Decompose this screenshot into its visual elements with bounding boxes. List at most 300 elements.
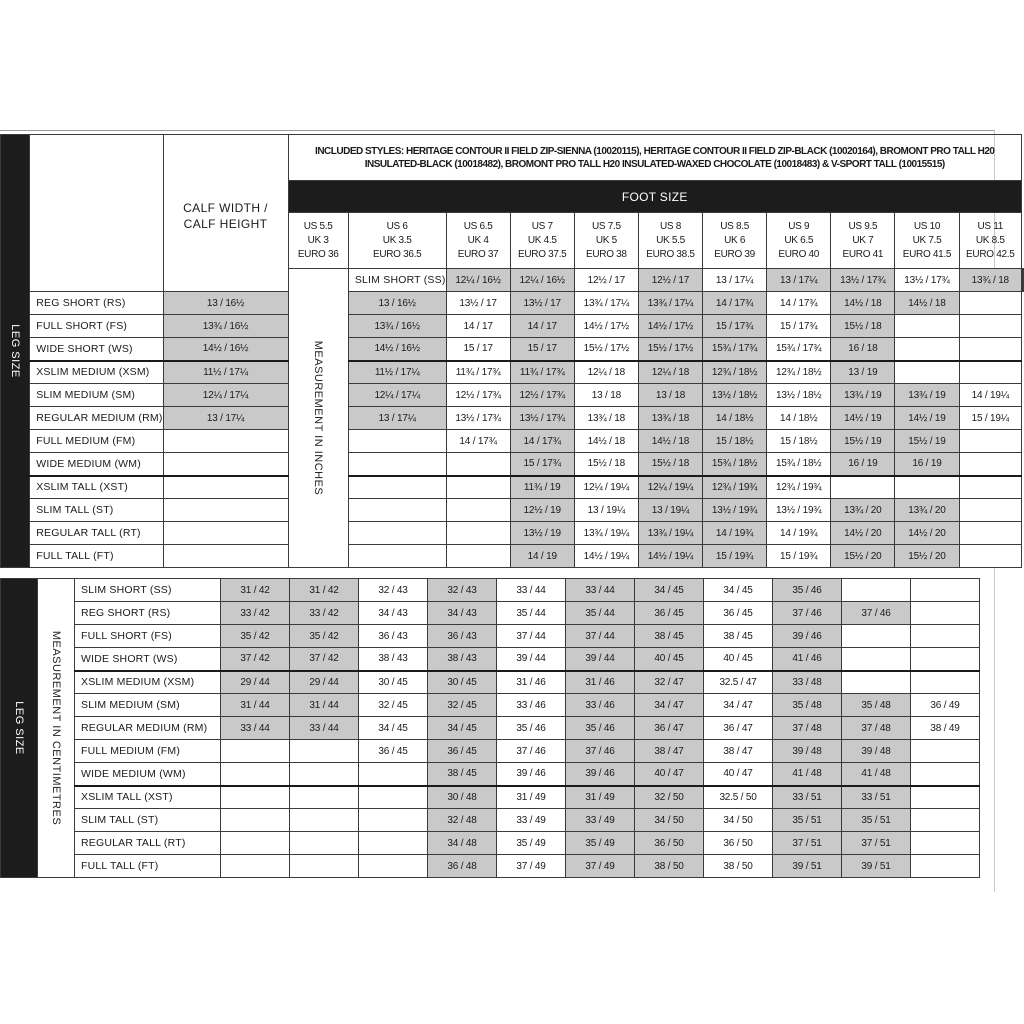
measurement-cell: 39 / 51 [773,855,842,878]
table-row [1,717,980,740]
measurement-cell [290,786,359,809]
measurement-cell: 14½ / 17½ [574,315,638,338]
measurement-cell [842,671,911,694]
measurement-cell: 36 / 43 [428,625,497,648]
foot-size-uk: UK 7.5 [912,234,942,246]
measurement-cell [911,809,980,832]
measurement-cell: 14 / 18½ [703,407,767,430]
measurement-cell: 14½ / 20 [895,522,959,545]
measurement-cell [911,855,980,878]
measurement-cell: 38 / 45 [635,625,704,648]
measurement-cell [959,338,1021,361]
measurement-cell: 13½ / 18½ [703,384,767,407]
measurement-cell: 11½ / 17¼ [163,361,288,384]
measurement-cell [221,786,290,809]
measurement-cell [911,763,980,786]
measurement-cell [359,763,428,786]
foot-size-column-header [638,213,702,269]
measurement-cell: 13½ / 19¾ [767,499,831,522]
measurement-cell: 12½ / 17¾ [446,384,510,407]
measurement-cell: 31 / 49 [566,786,635,809]
measurement-cell: 12¼ / 16½ [510,269,574,292]
measurement-cell: 13 / 16½ [348,292,446,315]
measurement-cell: 37 / 42 [290,648,359,671]
measurement-cell: 34 / 48 [428,832,497,855]
measurement-cell: 12½ / 17 [638,269,702,292]
row-label: SLIM TALL (ST) [75,809,221,832]
foot-size-uk: UK 4 [467,234,489,246]
page-top-rule [0,130,994,131]
foot-size-column-header [703,213,767,269]
measurement-cell: 36 / 50 [635,832,704,855]
measurement-cell: 13¾ / 18 [959,269,1021,292]
measurement-cell: 15 / 19¼ [959,407,1021,430]
measurement-cell: 12½ / 17¾ [510,384,574,407]
measurement-cell: 36 / 45 [359,740,428,763]
measurement-cell: 14½ / 19 [831,407,895,430]
measurement-cell: 13¾ / 20 [831,499,895,522]
foot-size-us: US 6 [386,220,408,232]
foot-size-us: US 10 [913,220,941,232]
measurement-cell: 14½ / 16½ [348,338,446,361]
measurement-cell: 32 / 45 [359,694,428,717]
measurement-cell [290,832,359,855]
measurement-cell: 38 / 43 [359,648,428,671]
side-blank-cell [30,135,163,292]
measurement-cell: 39 / 46 [566,763,635,786]
measurement-cell [911,648,980,671]
measurement-cell: 13¾ / 19¼ [574,522,638,545]
measurement-cell [959,430,1021,453]
measurement-cell: 15½ / 19 [895,430,959,453]
measurement-cm-label: MEASUREMENT IN CENTIMETRES [50,630,62,826]
foot-size-uk: UK 5 [595,234,617,246]
table-row [1,579,980,602]
leg-size-label: LEG SIZE [13,701,25,755]
foot-size-column-header [288,213,348,269]
measurement-cell [831,476,895,499]
measurement-cell: 12¼ / 19¼ [574,476,638,499]
measurement-cell: 40 / 47 [635,763,704,786]
measurement-cell: 14½ / 18 [895,292,959,315]
measurement-cell [348,453,446,476]
leg-size-label-cell [1,135,30,568]
measurement-cell: 13½ / 17¾ [831,269,895,292]
measurement-cell [895,476,959,499]
measurement-cell: 36 / 47 [635,717,704,740]
row-label: REGULAR TALL (RT) [75,832,221,855]
measurement-cell: 40 / 47 [704,763,773,786]
measurement-cell: 35 / 44 [497,602,566,625]
measurement-cell: 34 / 45 [428,717,497,740]
measurement-cell: 39 / 48 [773,740,842,763]
row-label: FULL MEDIUM (FM) [30,430,163,453]
table-row [1,499,1024,522]
table-row [1,430,1024,453]
measurement-cell: 15½ / 20 [831,545,895,568]
measurement-cell: 14½ / 16½ [163,338,288,361]
measurement-cell: 34 / 47 [704,694,773,717]
measurement-cell: 13 / 19¼ [574,499,638,522]
measurement-cell: 41 / 46 [773,648,842,671]
measurement-cell [959,476,1021,499]
foot-size-euro: EURO 41.5 [902,248,952,260]
measurement-cell [290,740,359,763]
measurement-cell: 37 / 48 [773,717,842,740]
measurement-cell: 14 / 19¾ [703,522,767,545]
measurement-cell: 14 / 18½ [767,407,831,430]
measurement-cell: 15½ / 18 [574,453,638,476]
table-row [1,694,980,717]
measurement-cell: 14 / 19 [510,545,574,568]
measurement-cell: 35 / 42 [221,625,290,648]
measurement-cell: 13¾ / 17¼ [574,292,638,315]
measurement-cell: 35 / 46 [773,579,842,602]
measurement-cell [290,855,359,878]
row-label: WIDE SHORT (WS) [30,338,163,361]
measurement-cell [221,855,290,878]
measurement-cell: 14½ / 18 [574,430,638,453]
measurement-cell: 29 / 44 [290,671,359,694]
measurement-cell: 15 / 18½ [767,430,831,453]
measurement-cell: 35 / 51 [842,809,911,832]
measurement-cell: 30 / 48 [428,786,497,809]
measurement-cell: 13½ / 17¾ [510,407,574,430]
measurement-cell: 35 / 49 [566,832,635,855]
measurement-cell: 33 / 49 [566,809,635,832]
leg-size-label: LEG SIZE [9,324,22,378]
measurement-cell: 14½ / 18 [831,292,895,315]
measurement-cell: 13¾ / 18 [574,407,638,430]
foot-size-column-header [959,213,1021,269]
measurement-cell: 15½ / 19 [831,430,895,453]
measurement-cell: 14½ / 19¼ [574,545,638,568]
measurement-cell: 33 / 48 [773,671,842,694]
measurement-cell: 39 / 44 [566,648,635,671]
measurement-cell: 13¾ / 16½ [163,315,288,338]
foot-size-uk: UK 3.5 [382,234,412,246]
measurement-cell: 36 / 45 [704,602,773,625]
measurement-cell: 32.5 / 50 [704,786,773,809]
measurement-cell: 13½ / 18½ [767,384,831,407]
measurement-inches-label: MEASUREMENT IN INCHES [312,340,325,496]
measurement-cell: 14½ / 17½ [638,315,702,338]
measurement-cell [959,499,1021,522]
measurement-cell: 14 / 17¾ [703,292,767,315]
measurement-cell: 15¾ / 18½ [767,453,831,476]
measurement-cell: 15¾ / 18½ [703,453,767,476]
measurement-cell: 15 / 17¾ [703,315,767,338]
table-row [1,453,1024,476]
measurement-cell: 15¾ / 17¾ [703,338,767,361]
measurement-cell: 31 / 44 [290,694,359,717]
table-row [1,292,1024,315]
measurement-cell: 11¾ / 19 [510,476,574,499]
measurement-cell: 12¼ / 18 [638,361,702,384]
measurement-cell: 31 / 46 [497,671,566,694]
styles-note-line2: INSULATED-BLACK (10018482), BROMONT PRO TALL H20 INSULATED-WAXED CHOCOLATE (10018483) & V-SPORT TALL (10015515) [364,158,945,170]
measurement-cell [895,315,959,338]
measurement-cell: 39 / 46 [497,763,566,786]
measurement-cell: 14 / 17 [510,315,574,338]
measurement-cell: 13½ / 19 [510,522,574,545]
foot-size-header: FOOT SIZE [288,181,1021,213]
measurement-cell: 13 / 17¼ [767,269,831,292]
measurement-cell: 35 / 46 [566,717,635,740]
calf-width-header [163,135,288,292]
measurement-cell: 14½ / 19 [895,407,959,430]
measurement-cell: 15 / 17¾ [510,453,574,476]
table-row [1,361,1024,384]
measurement-cell: 13¾ / 17¼ [638,292,702,315]
row-label: FULL MEDIUM (FM) [75,740,221,763]
foot-size-us: US 11 [977,220,1004,232]
measurement-cell: 37 / 46 [842,602,911,625]
measurement-cell: 39 / 46 [773,625,842,648]
measurement-cell: 13¾ / 19 [831,384,895,407]
measurement-cell: 34 / 45 [704,579,773,602]
measurement-cell: 35 / 51 [773,809,842,832]
measurement-cell [895,361,959,384]
measurement-cell: 15½ / 18 [638,453,702,476]
measurement-cell [446,453,510,476]
row-label: FULL SHORT (FS) [30,315,163,338]
foot-size-uk: UK 3 [307,234,329,246]
table-row [1,384,1024,407]
foot-size-us: US 5.5 [303,220,333,232]
measurement-cell: 14 / 19¼ [959,384,1021,407]
calf-header-line1: CALF WIDTH / [183,201,268,215]
row-label: REGULAR TALL (RT) [30,522,163,545]
included-styles-note [288,135,1021,181]
foot-size-us: US 7 [531,220,553,232]
measurement-cell: 15½ / 17½ [638,338,702,361]
foot-size-us: US 9.5 [848,220,878,232]
row-label: FULL TALL (FT) [30,545,163,568]
measurement-cell [446,545,510,568]
measurement-cell: 31 / 44 [221,694,290,717]
measurement-cell: 37 / 42 [221,648,290,671]
size-chart-centimetres [0,578,980,878]
measurement-cell [359,786,428,809]
size-chart-inches [0,134,1024,568]
measurement-cell: 16 / 19 [831,453,895,476]
measurement-cell: 35 / 48 [842,694,911,717]
measurement-cell: 15 / 17¾ [767,315,831,338]
foot-size-euro: EURO 40 [778,248,820,260]
measurement-cell: 34 / 50 [635,809,704,832]
measurement-cm-label-cell [38,579,75,878]
table-row [1,476,1024,499]
measurement-cell: 32 / 48 [428,809,497,832]
measurement-cell: 35 / 48 [773,694,842,717]
foot-size-us: US 8.5 [720,220,749,232]
row-label: REGULAR MEDIUM (RM) [75,717,221,740]
measurement-cell: 37 / 48 [842,717,911,740]
row-label: SLIM MEDIUM (SM) [75,694,221,717]
measurement-cell: 34 / 45 [635,579,704,602]
measurement-cell [959,315,1021,338]
measurement-cell: 32 / 47 [635,671,704,694]
measurement-cell: 12½ / 19 [510,499,574,522]
measurement-cell: 33 / 42 [221,602,290,625]
foot-size-euro: EURO 38 [585,248,627,260]
foot-size-euro: EURO 42.5 [966,248,1015,260]
measurement-cell: 12¾ / 19¾ [703,476,767,499]
table-row [1,407,1024,430]
table-row [1,315,1024,338]
measurement-cell: 37 / 44 [566,625,635,648]
foot-size-uk: UK 5.5 [656,234,685,246]
measurement-cell: 13½ / 17 [510,292,574,315]
measurement-cell: 38 / 50 [704,855,773,878]
measurement-cell: 16 / 19 [895,453,959,476]
measurement-cell: 34 / 45 [359,717,428,740]
foot-size-uk: UK 4.5 [527,234,557,246]
measurement-cell: 34 / 43 [359,602,428,625]
measurement-cell: 14 / 17¾ [446,430,510,453]
measurement-cell: 33 / 46 [497,694,566,717]
measurement-cell: 15½ / 20 [895,545,959,568]
measurement-cell: 14½ / 20 [831,522,895,545]
measurement-cell: 13 / 18 [638,384,702,407]
measurement-cell: 38 / 43 [428,648,497,671]
row-label: SLIM SHORT (SS) [348,269,446,292]
measurement-cell [348,545,446,568]
table-row [1,740,980,763]
measurement-cell: 30 / 45 [359,671,428,694]
measurement-cell: 36 / 48 [428,855,497,878]
measurement-cell [911,602,980,625]
measurement-cell: 32.5 / 47 [704,671,773,694]
row-label: SLIM SHORT (SS) [75,579,221,602]
measurement-cell: 30 / 45 [428,671,497,694]
measurement-cell: 33 / 42 [290,602,359,625]
measurement-cell: 15 / 19¾ [767,545,831,568]
measurement-cell: 31 / 42 [221,579,290,602]
measurement-cell: 14½ / 19¼ [638,545,702,568]
measurement-cell: 12½ / 17 [574,269,638,292]
measurement-cell [911,740,980,763]
measurement-cell: 13¾ / 19 [895,384,959,407]
styles-note-line1: INCLUDED STYLES: HERITAGE CONTOUR II FIELD ZIP-SIENNA (10020115), HERITAGE CONTOUR II FIELD ZIP-BLACK (10020164), BROMONT PRO TALL H20 [315,145,995,157]
measurement-cell [348,499,446,522]
table-row [1,522,1024,545]
calf-header-line2: CALF HEIGHT [183,217,268,231]
measurement-cell: 12¾ / 18½ [767,361,831,384]
measurement-cell: 12¼ / 17¼ [163,384,288,407]
measurement-cell [895,338,959,361]
measurement-cell: 40 / 45 [635,648,704,671]
measurement-cell: 38 / 50 [635,855,704,878]
measurement-cell [911,786,980,809]
measurement-cell: 13¾ / 20 [895,499,959,522]
measurement-cell: 38 / 47 [635,740,704,763]
measurement-cell [842,648,911,671]
row-label: REGULAR MEDIUM (RM) [30,407,163,430]
measurement-cell: 12¼ / 16½ [446,269,510,292]
measurement-cell: 37 / 51 [773,832,842,855]
measurement-cell [959,292,1021,315]
measurement-cell [911,579,980,602]
measurement-cell: 13 / 19 [831,361,895,384]
measurement-cell [163,476,288,499]
measurement-cell: 33 / 51 [842,786,911,809]
row-label: WIDE MEDIUM (WM) [75,763,221,786]
measurement-cell: 13 / 17¼ [163,407,288,430]
measurement-cell: 13 / 17¼ [348,407,446,430]
measurement-cell: 35 / 44 [566,602,635,625]
measurement-cell: 34 / 47 [635,694,704,717]
measurement-cell [221,740,290,763]
measurement-cell: 14 / 17¾ [767,292,831,315]
measurement-cell: 11½ / 17¼ [348,361,446,384]
row-label: WIDE MEDIUM (WM) [30,453,163,476]
measurement-cell: 36 / 45 [428,740,497,763]
measurement-cell [842,579,911,602]
measurement-cell: 38 / 49 [911,717,980,740]
measurement-cell: 14 / 19¾ [767,522,831,545]
measurement-cell: 15 / 18½ [703,430,767,453]
measurement-cell [359,855,428,878]
measurement-cell: 37 / 49 [497,855,566,878]
row-label: FULL SHORT (FS) [75,625,221,648]
measurement-cell: 36 / 45 [635,602,704,625]
foot-size-euro: EURO 41 [842,248,884,260]
measurement-inches-label-cell [288,269,348,568]
measurement-cell: 33 / 51 [773,786,842,809]
measurement-cell [959,361,1021,384]
measurement-cell [1023,269,1024,292]
measurement-cell: 37 / 46 [773,602,842,625]
foot-size-euro: EURO 36.5 [372,248,422,260]
measurement-cell: 39 / 48 [842,740,911,763]
measurement-cell [911,625,980,648]
measurement-cell: 13½ / 17 [446,292,510,315]
measurement-cell: 35 / 42 [290,625,359,648]
table-row [1,763,980,786]
measurement-cell: 13 / 18 [574,384,638,407]
measurement-cell [290,763,359,786]
measurement-cell: 15¾ / 17¾ [767,338,831,361]
measurement-cell [359,832,428,855]
table-row [1,832,980,855]
measurement-cell [290,809,359,832]
measurement-cell: 41 / 48 [842,763,911,786]
table-row [1,855,980,878]
measurement-cell [959,453,1021,476]
measurement-cell [163,522,288,545]
measurement-cell: 32 / 43 [428,579,497,602]
measurement-cell: 12¼ / 17¼ [348,384,446,407]
table-row [1,545,1024,568]
measurement-cell: 36 / 43 [359,625,428,648]
measurement-cell: 33 / 44 [221,717,290,740]
measurement-cell: 35 / 49 [497,832,566,855]
measurement-cell [348,476,446,499]
measurement-cell: 29 / 44 [221,671,290,694]
foot-size-euro: EURO 39 [714,248,755,260]
foot-size-euro: EURO 37.5 [518,248,567,260]
row-label: XSLIM TALL (XST) [75,786,221,809]
measurement-cell [959,545,1021,568]
measurement-cell: 16 / 18 [831,338,895,361]
foot-size-us: US 7.5 [591,220,621,232]
measurement-cell [221,763,290,786]
foot-size-column-header [510,213,574,269]
measurement-cell [911,832,980,855]
foot-size-uk: UK 6.5 [784,234,814,246]
